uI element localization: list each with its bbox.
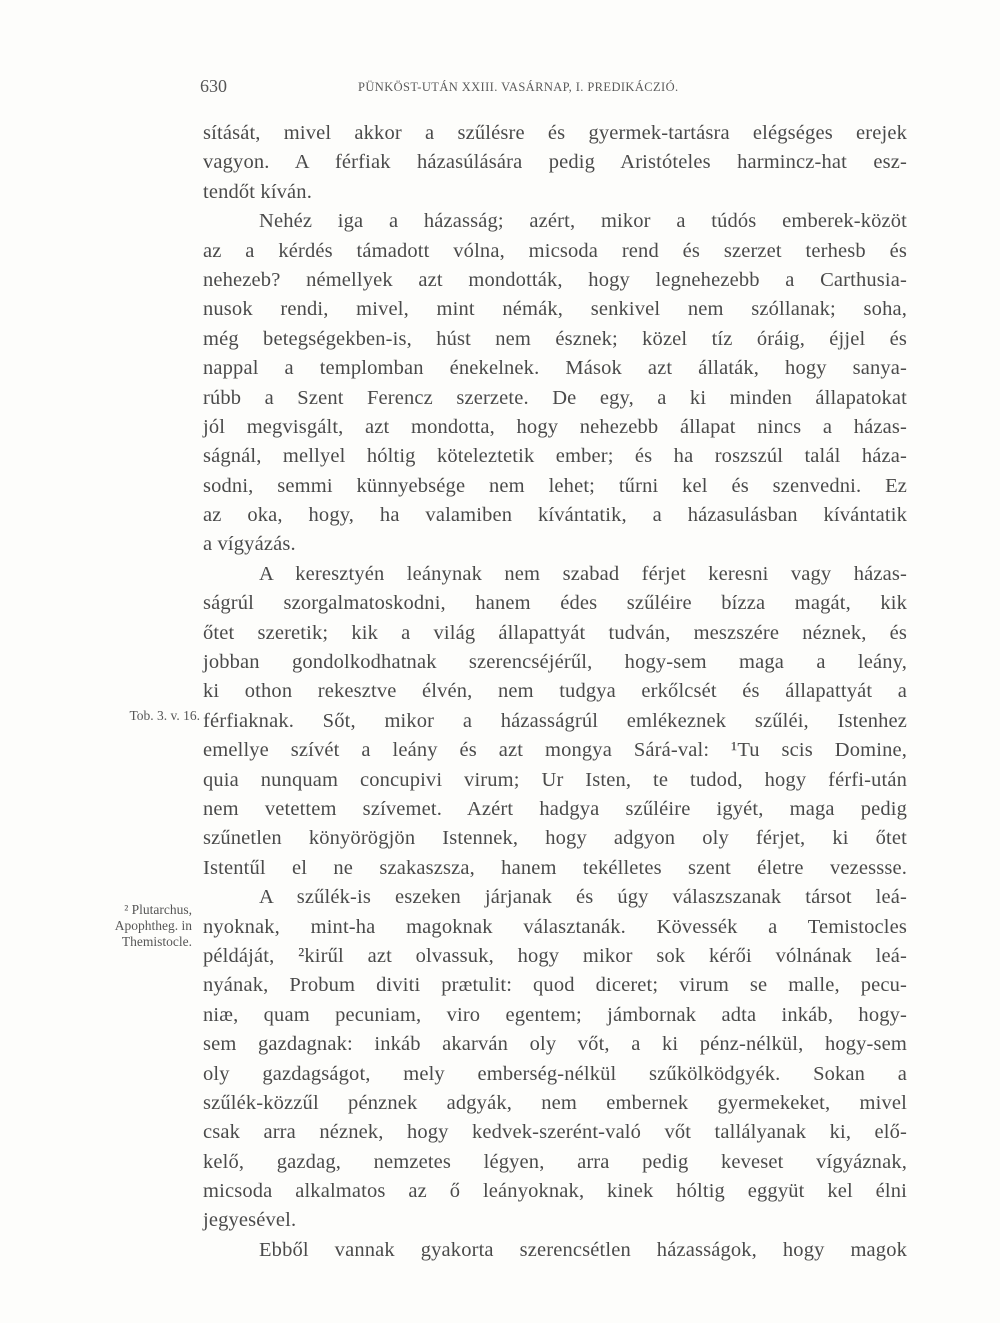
text-line: az oka, hogy, ha valamiben kívántatik, a házasulásban kívántatik xyxy=(203,504,907,527)
text-line: emellye szívét a leány és azt mongya Sárá-val: ¹Tu scis Domine, xyxy=(203,739,907,762)
text-line: szűnetlen könyörögjön Istennek, hogy adgyon oly férjet, ki őtet xyxy=(203,827,907,850)
text-line: sítását, mivel akkor a szűlésre és gyermek-tartásra elégséges erejek xyxy=(203,122,907,144)
text-line: szűlék-közzűl pénznek adgyák, nem embernek gyermekeket, mivel xyxy=(203,1091,907,1114)
text-line: rúbb a Szent Ferencz szerzete. De egy, a ki minden állapatokat xyxy=(203,386,907,409)
text-line: oly gazdagságot, mely emberség-nélkül szűkölködgyék. Sokan a xyxy=(203,1062,907,1085)
text-line: nappal a templomban énekelnek. Mások azt állaták, hogy sanya- xyxy=(203,357,907,380)
text-line: nyoknak, mint-ha magoknak választanák. Kövessék a Temistocles xyxy=(203,915,907,938)
text-line: niæ, quam pecuniam, viro egentem; jámbornak adta inkáb, hogy- xyxy=(203,1003,907,1026)
text-line: még betegségekben-is, húst nem észnek; közel tíz óráig, éjjel és xyxy=(203,327,907,350)
text-line: nehezeb? némellyek azt mondották, hogy legnehezebb a Carthusia- xyxy=(203,268,907,291)
text-line: jegyesével. xyxy=(203,1209,297,1232)
margin-note-tobias xyxy=(100,708,200,724)
text-line: férfiaknak. Sőt, mikor a házasságrúl emlékeznek szűléi, Istenhez xyxy=(203,709,907,732)
text-line: jól megvisgált, azt mondotta, hogy nehezebb állapat nincs a házas- xyxy=(203,415,907,438)
running-head xyxy=(200,76,760,102)
page-number: 630 xyxy=(200,76,227,96)
text-line: A keresztyén leánynak nem szabad férjet keresni vagy házas- xyxy=(259,562,907,585)
text-line: a vígyázás. xyxy=(203,533,296,556)
text-line: jobban gondolkodhatnak szerencséjérűl, hogy-sem maga a leány, xyxy=(203,651,907,674)
text-line: őtet szeretik; kik a világ állapattyát tudván, meszszére néznek, és xyxy=(203,621,907,644)
text-line: nusok rendi, mivel, mint némák, senkivel nem szóllanak; soha, xyxy=(203,298,907,321)
text-line: nem vetettem szívemet. Azért hadgya szűléire igyét, maga pedig xyxy=(203,797,907,820)
margin-note-text: ² Plutarchus, xyxy=(124,902,192,917)
text-line: sodni, semmi künnyebsége nem lehet; tűrni kel és szenvedni. Ez xyxy=(203,474,907,497)
text-line: ki othon rekesztve élvén, nem tudgya erkőlcsét és állapattyát a xyxy=(203,680,907,703)
text-line: A szűlék-is eszeken járjanak és úgy válaszszanak társot leá- xyxy=(259,886,907,909)
text-line: példáját, ²kirűl azt olvassuk, hogy mikor sok kérői vólnának leá- xyxy=(203,944,907,967)
text-line: ságrúl szorgalmatoskodni, hanem édes szűléire bízza magát, kik xyxy=(203,592,907,615)
text-line: sem gazdagnak: inkáb akarván oly vőt, a ki pénz-nélkül, hogy-sem xyxy=(203,1033,907,1056)
text-line: nyának, Probum diviti prætulit: quod diceret; virum se malle, pecu- xyxy=(203,974,907,997)
text-line: micsoda alkalmatos az ő leányoknak, kinek hóltig eggyüt kel élni xyxy=(203,1180,907,1203)
text-line: csak arra néznek, hogy kedvek-szerént-való vőt tallályanak ki, elő- xyxy=(203,1121,907,1144)
text-line: kelő, gazdag, nemzetes légyen, arra pedig keveset vígyáznak, xyxy=(203,1150,907,1173)
margin-note-text: Themistocle. xyxy=(121,934,192,949)
text-line: vagyon. A férfiak házasúlására pedig Aristóteles harmincz-hat esz- xyxy=(203,151,907,174)
text-line: ságnál, mellyel hóltig köteleztetik ember; és ha roszszúl talál háza- xyxy=(203,445,907,468)
text-line: Nehéz iga a házasság; azért, mikor a túdós emberek-közöt xyxy=(259,210,907,233)
margin-note-text: Tob. 3. v. 16. xyxy=(129,708,200,723)
text-line: quia nunquam concupivi virum; Ur Isten, te tudod, hogy férfi-után xyxy=(203,768,907,791)
text-line: az a kérdés támadott vólna, micsoda rend és szerzet terhesb és xyxy=(203,239,907,262)
text-line: Ebből vannak gyakorta szerencsétlen házasságok, hogy magok xyxy=(259,1238,907,1261)
running-title: PÜNKÖST-UTÁN XXIII. VASÁRNAP, I. PREDIKÁCZIÓ. xyxy=(358,80,679,94)
margin-note-plutarchus xyxy=(90,902,192,950)
text-line: Istentűl el ne szakaszsza, hanem tekélletes szent életre vezessse. xyxy=(203,856,907,879)
body-text xyxy=(203,119,907,1265)
text-line: tendőt kíván. xyxy=(203,180,312,203)
margin-note-text: Apophtheg. in xyxy=(114,918,192,933)
